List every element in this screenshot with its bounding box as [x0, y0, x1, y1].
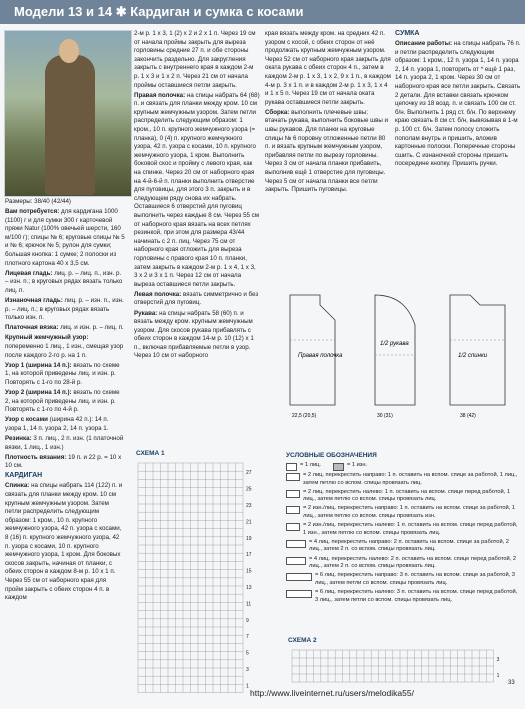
- row-number: 25: [246, 486, 252, 493]
- legend-row-1: [286, 472, 522, 487]
- knit-symbol: [286, 463, 297, 471]
- back-label: Спинка:: [5, 482, 30, 490]
- page-number: 33: [508, 680, 515, 686]
- dim-b: 38 (42): [460, 413, 476, 419]
- photo-figure: [45, 55, 95, 195]
- p1-text: лиц. р. – лиц. п., изн. р. – изн. п.; в круговых рядах вязать только лиц. п.: [5, 269, 123, 294]
- legend-row-0: [286, 462, 522, 471]
- pattern-diagrams: [280, 285, 524, 435]
- legend: [286, 452, 522, 606]
- p8-text: 3 п. лиц., 2 п. изн. (1 платочной вязки, 1 лиц., 1 изн.): [5, 434, 124, 451]
- left-front-text: вязать симметрично и без отверстий для пуговиц.: [134, 290, 259, 307]
- chart-1: [128, 450, 278, 700]
- legend-row-3: [286, 505, 522, 520]
- sizes: Размеры: 38/40 (42/44): [5, 198, 71, 205]
- chart2-title: СХЕМА 2: [288, 637, 317, 644]
- legend-purl: = 1 изн.: [346, 461, 368, 468]
- legend-row-2: [286, 489, 522, 504]
- p2-label: Изнаночная гладь:: [5, 297, 63, 305]
- legend-text-3: = 2 изн./лиц. перекрестить направо: 1 п. оставить на вспом. спице за работой, 1 лиц., затем петлю со вспом. спицы провязать изн.: [303, 505, 516, 520]
- model-photo: [4, 30, 132, 197]
- back-outline: [450, 295, 505, 405]
- p8-label: Резинка:: [5, 434, 32, 442]
- col2-text1: 2-м р. 1 x 3, 1 (2) x 2 и 2 x 1 п. Через 19 см от начала проймы закрыть для выреза горловины средние 27 п. и обе стороны закончить раздельно. Для закругления закрыть с внутреннего края в каждом 2-м р. 1 x 3 и 1 x 2 п. Через 21 см от начала проймы оставшиеся петли закрыть.: [134, 30, 256, 89]
- sleeves-label: Рукава:: [134, 309, 158, 317]
- assembly-label: Сборка:: [265, 108, 290, 116]
- sleeves-text: на спицы набрать 58 (60) п. и вязать между кром. крупным жемчужным узором. Для скосов рукава прибавлять с обеих сторон в каждом 14-м р. 10 (12) x 1 п., включая прибавляемые петли в узор. Через 10 см от наборного: [134, 309, 254, 360]
- p2-text: лиц. р. – изн. п., изн. р. – лиц. п.; в круговых рядах вязать только изн. п.: [5, 297, 124, 322]
- legend-text-8: = 6 лиц. перекрестить налево: 3 п. оставить на вспом. спице перед работой, 3 лиц., затем петли со вспом. спицы провязать лиц.: [315, 588, 518, 603]
- row-number: 3: [246, 667, 249, 673]
- legend-text-2: = 2 лиц. перекрестить налево: 1 п. оставить на вспом. спице перед работой, 1 лиц., затем петлю со вспом. спицы провязать лиц.: [303, 488, 511, 503]
- p1-label: Лицевая гладь:: [5, 269, 53, 277]
- legend-text-1: = 2 лиц. перекрестить направо: 1 п. оставить на вспом. спице за работой, 1 лиц., затем петлю со вспом. спицы провязать лиц.: [303, 472, 518, 486]
- col3-text1: края вязать между кром. на средних 42 п. узором с косой, с обеих сторон от неё продолжать крупным жемчужным узором. Через 52 см от наборного края закрыть для оката рукава с обеих сторон 4 п., затем в каждом 2-м р. 1 x 3, 1 x 2, 9 x 1 п., в каждом 4-м р. 3 x 1 п. и в каждом 2-м р. 1 x 3, 1 x 4 и 1 x 5 п. Через 19 см от начала оката рукава оставшиеся петли закрыть.: [265, 30, 391, 106]
- legend-row-8: [286, 589, 522, 604]
- legend-row-4: [286, 522, 522, 537]
- row-number: 23: [246, 503, 252, 509]
- column-4: [395, 30, 521, 265]
- p3-label: Платочная вязка:: [5, 324, 59, 332]
- cardigan-heading: КАРДИГАН: [5, 472, 43, 480]
- p6-text: вязать по схеме 2, на которой приведены лиц. и изн. р. Повторять с 1-го по 4-й р.: [5, 388, 120, 414]
- row-number: 1: [246, 683, 249, 690]
- chart1-grid: [128, 457, 278, 702]
- photo-head: [59, 39, 79, 63]
- chart1-title: СХЕМА 1: [136, 450, 165, 457]
- sleeve-outline: [375, 295, 415, 405]
- legend-text-4: = 2 изн./лиц. перекрестить налево: 1 п. оставить на вспом. спице перед работой, 1 изн., затем петлю со вспом. спицы провязать лиц.: [303, 522, 518, 536]
- legend-text-5: = 4 лиц. перекрестить направо: 2 п. оставить на вспом. спице за работой, 2 лиц., затем 2 п. со вспом. спицы провязать лиц.: [309, 538, 509, 553]
- row-number: 19: [246, 535, 252, 542]
- sleeve-label-diagram: 1/2 рукава: [380, 341, 409, 347]
- source-url[interactable]: http://www.liveinternet.ru/users/melodika55/: [250, 688, 414, 698]
- p5-text: вязать по схеме 1, на которой приведены лиц. и изн. р. Повторять с 1-го по 28-й р.: [5, 361, 120, 386]
- purl-symbol: [333, 463, 344, 471]
- assembly-text: выполнить плечевые швы; втачать рукава, выполнить боковые швы и швы рукавов. Для планки на круговые спицы № 6 поровну отложенные петли 80 п. и вязать крупным жемчужным узором, прибавляя петли по вырезу горловины. Через 3 см от начала планки прибавить, выполнив ещё 1 отверстие для пуговицы. Через 5 см от начала планки все петли закрыть. Пришить пуговицы.: [265, 108, 388, 194]
- row-number: 9: [246, 617, 249, 624]
- pattern-diagrams-svg: [280, 285, 524, 435]
- row-number: 15: [246, 568, 252, 575]
- right-front-label: Правая полочка:: [134, 91, 186, 99]
- bag-desc-text: на спицы набрать 76 п. и петли распределить следующим образом: 1 кром., 12 п. узора 1, 14 п. узора 2, 14 п. узора 1, повторить от * ещё 1 раз, 14 п. узора 2, 1 кром. Через 30 см от наборного края все петли закрыть. Связать 2 детали. Для вставки связать крючком цепочку из 18 возд. п. и связать 100 см ст. б/н. Выполнить 1 ряд ст. б/н. По верхнему краю связать 8 см ст. б/н, вывязывая в 1-м р. 100 ст. б/н. Затем полосу сложить пополам внутрь и пришить, вложив картонные полоски. Поперечные стороны сшить. С изнаночной стороны пришить посередине кнопку. Пришить ручки.: [395, 40, 521, 168]
- row-number: 17: [246, 552, 252, 559]
- right-front-label-diagram: Правая полочка: [298, 353, 343, 359]
- row-number: 1: [496, 673, 500, 679]
- bag-desc-label: Описание работы:: [395, 40, 453, 48]
- row-number: 21: [246, 519, 252, 526]
- need-label: Вам потребуется:: [5, 208, 60, 216]
- back-label-diagram: 1/2 спинки: [458, 353, 488, 359]
- column-1: [5, 198, 125, 693]
- column-2: [134, 30, 260, 440]
- left-front-label: Левая полочка:: [134, 290, 182, 298]
- dim-a: 22,5 (20,5): [292, 413, 317, 419]
- row-number: 3: [496, 657, 500, 663]
- bag-heading: СУМКА: [395, 30, 420, 37]
- right-front-outline: [290, 295, 335, 405]
- legend-row-6: [286, 556, 522, 571]
- p6-label: Узор 2 (ширина 14 п.):: [5, 388, 72, 396]
- p7-label: Узор с косами: [5, 416, 48, 424]
- page-title: Модели 13 и 14 ✱ Кардиган и сумка с косами: [14, 4, 304, 19]
- column-3: [265, 30, 391, 265]
- legend-knit: = 1 лиц.: [300, 461, 321, 468]
- legend-row-7: [286, 572, 522, 587]
- p4-label: Крупный жемчужный узор:: [5, 334, 89, 342]
- right-front-text: на спицы набрать 64 (68) п. и связать для планки между кром. 10 см крупным жемчужным узором. Затем петли распределить следующим образом: 1 кром., 10 п. крупного жемчужного узора (= планка), 0 (4) п. крупного жемчужного узора, 42 п. узора с косами, 10 п. крупного жемчужного узора, 1 кром. Выполнить боковой скос и пройму с левого края, как на спинке. Через 20 см от наборного края на 4-й-6-й п. планки выполнить отверстие для пуговицы, для этого 3 п. закрыть и в следующем ряду снова их набрать. Оставшиеся 6 отверстий для пуговиц выполнить через каждые 8 см. Через 55 см от наборного края вязать на всех петлях резинкой, при этом для размера 43/44 начинать с 2 п. лиц. Через 75 см от наборного края отложить для выреза горловины с правого края 10 п. планки, затем закрыть в каждом 2-м р. 1 x 4, 1 x 3, 3 x 2 и 3 x 1 п. Через 12 см от начала выреза оставшиеся петли закрыть.: [134, 91, 260, 288]
- back-text: на спицы набрать 114 (122) п. и связать для планки между кром. 10 см крупным жемчужным узором. Затем петли распределить следующим образом: 1 кром., 10 п. крупного жемчужного узора, 42 п. узора с косами, 8 (16) п. крупного жемчужного узора, 42 п. узора с косами, 10 п. крупного жемчужного узора, 1 кром. Для боковых скосов закрыть, начиная от планки, с обеих сторон в каждом 8-м р. 10 x 1 п. Через 55 см от наборного края для пройм закрыть с обеих сторон 4 п. в каждом: [5, 482, 123, 602]
- p3-text: лиц. и изн. р. – лиц. п.: [60, 324, 124, 332]
- p5-label: Узор 1 (ширина 14 п.):: [5, 361, 72, 369]
- legend-row-5: [286, 539, 522, 554]
- legend-title: УСЛОВНЫЕ ОБОЗНАЧЕНИЯ: [286, 452, 377, 459]
- p4-text: попеременно 1 лиц., 1 изн., смещая узор после каждого 2-го р. на 1 п.: [5, 343, 124, 359]
- row-number: 11: [246, 601, 252, 608]
- row-number: 7: [246, 634, 249, 641]
- row-number: 13: [246, 585, 252, 591]
- need-text: для кардигана 1000 (1100) г и для сумки 300 г карточевой пряжи Natur (100% овечьей шерсти, 160 м/100 г); спицы № 6; круговые спицы № 5 и № 6; крючок № 5; рулон для сумки; большая кнопка: 1 сумке; 2 полоски из плотного картона 40 x 3,5 см.: [5, 208, 125, 267]
- row-number: 27: [246, 470, 252, 477]
- row-number: 5: [246, 650, 249, 657]
- legend-text-6: = 4 лиц. перекрестить налево: 2 п. оставить на вспом. спице перед работой, 2 лиц., затем 2 п. со вспом. спицы провязать лиц.: [309, 555, 517, 570]
- legend-text-7: = 6 лиц. перекрестить направо: 3 п. оставить на вспом. спице за работой, 3 лиц., затем петли со вспом. спицы провязать лиц.: [315, 572, 515, 586]
- p9-label: Плотность вязания:: [5, 453, 67, 461]
- p7-text: (ширина 42 п.): 14 п. узора 1, 14 п. узора 2, 14 п. узора 1.: [5, 416, 109, 432]
- p9-text: 19 п. и 22 р. = 10 x 10 см.: [5, 453, 122, 470]
- page-header: [0, 0, 525, 24]
- dim-c: 30 (31): [377, 413, 393, 419]
